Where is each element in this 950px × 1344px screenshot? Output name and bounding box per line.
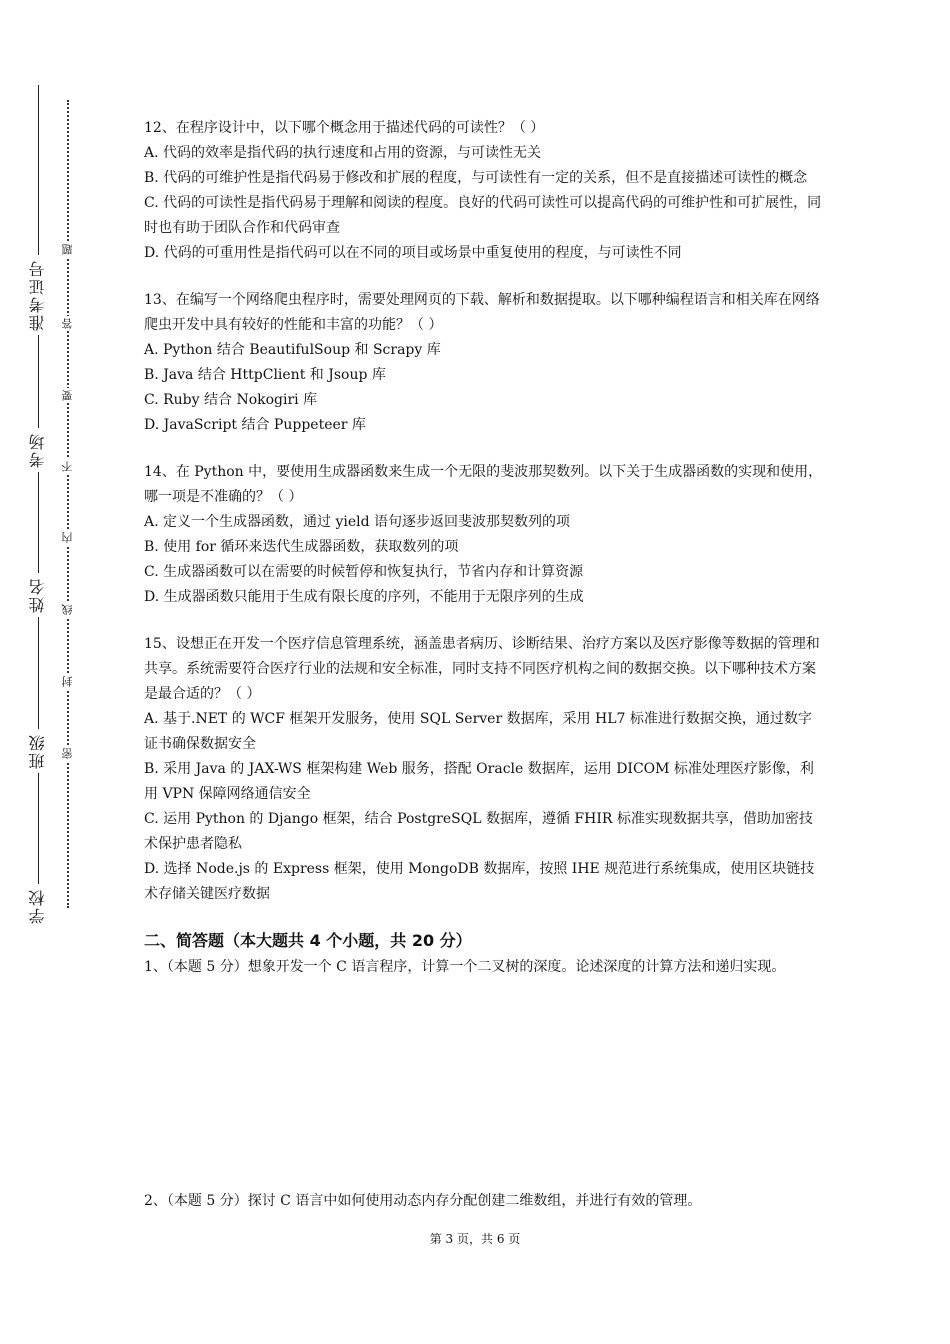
question-14 xyxy=(144,460,824,610)
option-a: A. Python 结合 BeautifulSoup 和 Scrapy 库 xyxy=(144,342,441,358)
seal-mark: 不 xyxy=(58,459,78,474)
option-b: B. 使用 for 循环来迭代生成器函数，获取数列的项 xyxy=(144,539,459,555)
option-c: C. 运用 Python 的 Django 框架，结合 PostgreSQL 数据库，遵循 FHIR 标准实现数据共享，借助加密技术保护患者隐私 xyxy=(144,811,813,852)
section-title-short-answer: 二、简答题（本大题共 4 个小题，共 20 分） xyxy=(144,931,472,950)
option-c: C. 代码的可读性是指代码易于理解和阅读的程度。良好的代码可读性可以提高代码的可维护性和可扩展性，同时也有助于团队合作和代码审查 xyxy=(144,195,822,236)
label-class: 班级 xyxy=(22,729,54,773)
seal-mark: 封 xyxy=(58,674,78,689)
question-stem: 14、在 Python 中，要使用生成器函数来生成一个无限的斐波那契数列。以下关于生成器函数的实现和使用，哪一项是不准确的？（ ） xyxy=(144,464,823,505)
option-c: C. 生成器函数可以在需要的时候暂停和恢复执行，节省内存和计算资源 xyxy=(144,564,584,580)
seal-mark: 要 xyxy=(58,388,78,403)
seal-mark: 题 xyxy=(58,242,78,257)
short-answer-question-1: 1、（本题 5 分）想象开发一个 C 语言程序，计算一个二叉树的深度。论述深度的计算方法和递归实现。 xyxy=(144,959,786,975)
question-stem: 15、设想正在开发一个医疗信息管理系统，涵盖患者病历、诊断结果、治疗方案以及医疗影像等数据的管理和共享。系统需要符合医疗行业的法规和安全标准，同时支持不同医疗机构之间的数据交换。以下哪种技术方案是最合适的？（ ） xyxy=(144,636,820,702)
question-stem: 13、在编写一个网络爬虫程序时，需要处理网页的下载、解析和数据提取。以下哪种编程语言和相关库在网络爬虫开发中具有较好的性能和丰富的功能？（ ） xyxy=(144,292,820,333)
page-footer: 第 3 页，共 6 页 xyxy=(429,1232,521,1246)
option-a: A. 基于.NET 的 WCF 框架开发服务，使用 SQL Server 数据库，采用 HL7 标准进行数据交换，通过数字证书确保数据安全 xyxy=(144,711,812,752)
seal-dotted-line xyxy=(67,100,69,908)
option-b: B. 采用 Java 的 JAX-WS 框架构建 Web 服务，搭配 Oracle 数据库，运用 DICOM 标准处理医疗影像，利用 VPN 保障网络通信安全 xyxy=(144,761,814,802)
option-d: D. 代码的可重用性是指代码可以在不同的项目或场景中重复使用的程度，与可读性不同 xyxy=(144,245,682,261)
seal-mark: 线 xyxy=(58,602,78,617)
option-a: A. 定义一个生成器函数，通过 yield 语句逐步返回斐波那契数列的项 xyxy=(144,514,571,530)
seal-mark: 内 xyxy=(58,530,78,545)
option-d: D. JavaScript 结合 Puppeteer 库 xyxy=(144,417,366,433)
label-school: 学校 xyxy=(22,884,54,928)
question-15 xyxy=(144,632,824,907)
question-12 xyxy=(144,116,824,266)
label-exam-room: 考场 xyxy=(22,428,54,472)
option-d: D. 生成器函数只能用于生成有限长度的序列，不能用于无限序列的生成 xyxy=(144,589,584,605)
option-b: B. 代码的可维护性是指代码易于修改和扩展的程度，与可读性有一定的关系，但不是直接描述可读性的概念 xyxy=(144,170,808,186)
binding-line xyxy=(38,85,39,925)
questions-area xyxy=(144,116,824,1105)
label-name: 姓名 xyxy=(22,573,54,617)
label-exam-number: 准考证号 xyxy=(22,255,54,335)
question-13 xyxy=(144,288,824,438)
option-d: D. 选择 Node.js 的 Express 框架，使用 MongoDB 数据库，按照 IHE 规范进行系统集成，使用区块链技术存储关键医疗数据 xyxy=(144,861,815,902)
option-c: C. Ruby 结合 Nokogiri 库 xyxy=(144,392,318,408)
question-stem: 12、在程序设计中，以下哪个概念用于描述代码的可读性？（ ） xyxy=(144,120,545,136)
option-a: A. 代码的效率是指代码的执行速度和占用的资源，与可读性无关 xyxy=(144,145,542,161)
seal-mark: 答 xyxy=(58,316,78,331)
seal-mark: 密 xyxy=(58,746,78,761)
option-b: B. Java 结合 HttpClient 和 Jsoup 库 xyxy=(144,367,386,383)
short-answer-question-2: 2、（本题 5 分）探讨 C 语言中如何使用动态内存分配创建二维数组，并进行有效的管理。 xyxy=(144,1193,702,1209)
